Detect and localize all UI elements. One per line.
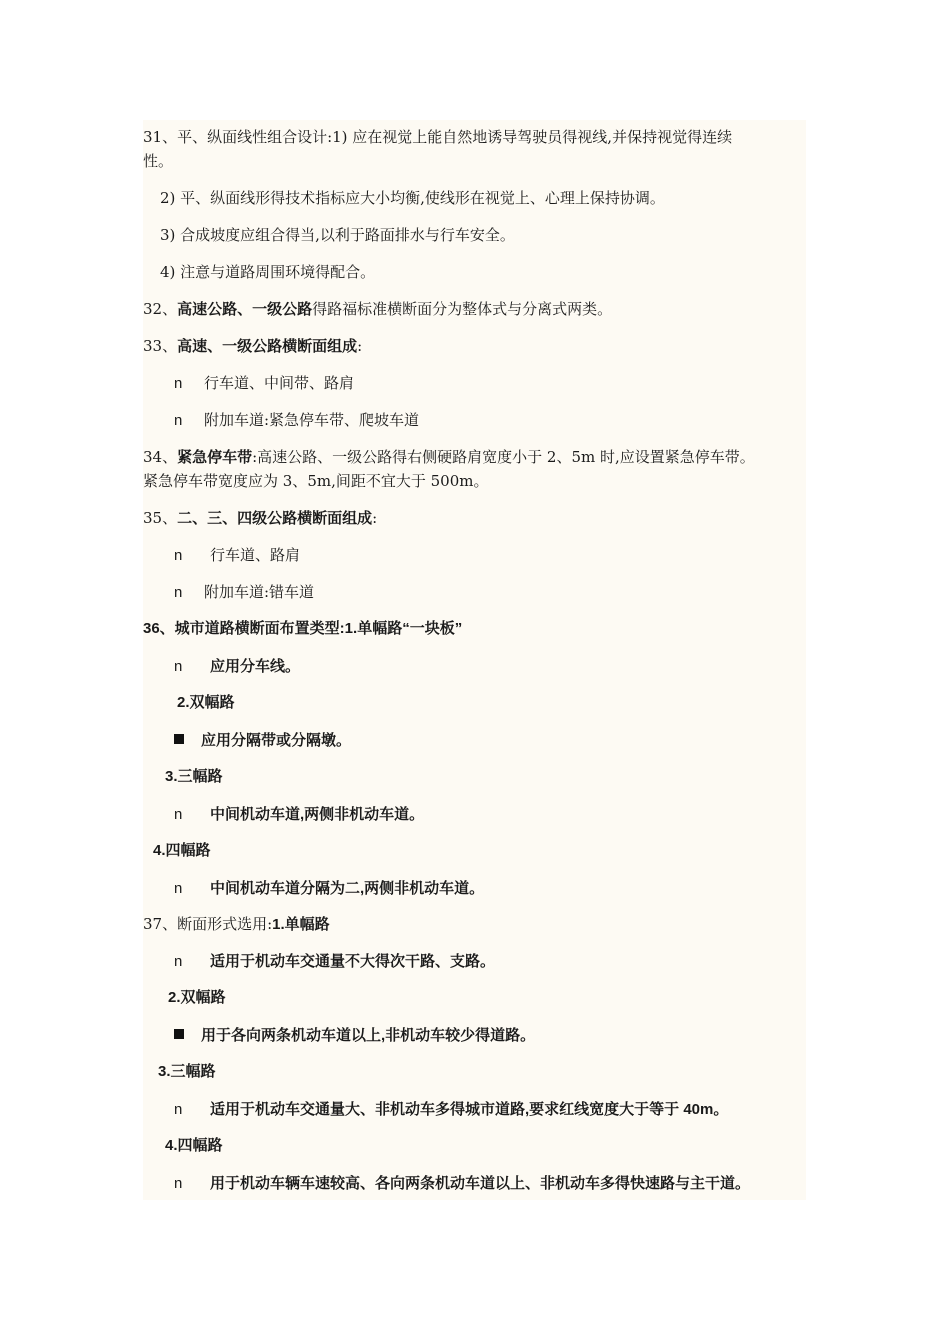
p36-heading-2: 2.双幅路 xyxy=(177,694,235,711)
p36-item1: 应用分车线。 xyxy=(210,658,301,675)
paragraph-31-item4: 4) 注意与道路周围环境得配合。 xyxy=(160,263,376,281)
bullet-n: n xyxy=(174,806,183,823)
paragraph-34 xyxy=(143,446,806,469)
p36-item3: 中间机动车道,两侧非机动车道。 xyxy=(210,806,425,823)
p37-heading-3: 3.三幅路 xyxy=(158,1063,216,1080)
p35-text: : xyxy=(372,509,378,527)
square-bullet-icon xyxy=(174,734,184,744)
bullet-n: n xyxy=(174,1175,183,1192)
p36-item4: 中间机动车道分隔为二,两侧非机动车道。 xyxy=(210,880,485,897)
p35-list-item xyxy=(174,544,837,567)
paragraph-31-line1: 31、平、纵面线性组合设计:1) 应在视觉上能自然地诱导驾驶员得视线,并保持视觉得连续 xyxy=(143,128,733,146)
bullet-n: n xyxy=(174,547,183,564)
bullet-n: n xyxy=(174,880,183,897)
p32-bold: 高速公路、一级公路 xyxy=(177,301,313,318)
bullet-n: n xyxy=(174,584,183,601)
p35-item1: 行车道、路肩 xyxy=(210,546,301,564)
p33-item1: 行车道、中间带、路肩 xyxy=(204,374,355,392)
p33-list-item xyxy=(174,372,837,395)
p36-heading-3: 3.三幅路 xyxy=(165,768,223,785)
bullet-n: n xyxy=(174,1101,183,1118)
p33-list-item xyxy=(174,409,837,432)
p35-number: 35、 xyxy=(143,509,178,527)
p35-item2: 附加车道:错车道 xyxy=(204,583,315,601)
paragraph-33 xyxy=(143,335,806,358)
p34-bold: 紧急停车带 xyxy=(177,449,253,466)
p36-list-item xyxy=(174,877,837,900)
p33-item2: 附加车道:紧急停车带、爬坡车道 xyxy=(204,411,420,429)
p35-bold: 二、三、四级公路横断面组成 xyxy=(177,510,373,527)
p33-bold: 高速、一级公路横断面组成 xyxy=(177,338,358,355)
p37-number: 37、断面形式选用: xyxy=(143,915,273,933)
p36-item2: 应用分隔带或分隔墩。 xyxy=(201,732,352,749)
p37-list-item xyxy=(174,1098,837,1121)
p37-list-item xyxy=(174,950,837,973)
bullet-n: n xyxy=(174,953,183,970)
square-bullet-icon xyxy=(174,1029,184,1039)
p37-list-item xyxy=(174,1024,837,1047)
paragraph-32 xyxy=(143,298,806,321)
paragraph-34-line2: 紧急停车带宽度应为 3、5m,间距不宜大于 500m。 xyxy=(143,472,489,490)
paragraph-36: 36、城市道路横断面布置类型:1.单幅路“一块板” xyxy=(143,620,463,637)
p36-list-item xyxy=(174,803,837,826)
p37-heading-4: 4.四幅路 xyxy=(165,1137,223,1154)
bullet-n: n xyxy=(174,412,183,429)
bullet-n: n xyxy=(174,658,183,675)
p36-heading-4: 4.四幅路 xyxy=(153,842,211,859)
p37-item3: 适用于机动车交通量大、非机动车多得城市道路,要求红线宽度大于等于 40m。 xyxy=(210,1101,729,1118)
p36-list-item xyxy=(174,729,837,752)
p34-text: :高速公路、一级公路得右侧硬路肩宽度小于 2、5m 时,应设置紧急停车带。 xyxy=(252,448,755,466)
p33-text: : xyxy=(357,337,363,355)
p33-number: 33、 xyxy=(143,337,178,355)
paragraph-37 xyxy=(143,913,806,936)
paragraph-31-line2: 性。 xyxy=(143,152,174,170)
p37-list-item xyxy=(174,1172,837,1195)
p36-list-item xyxy=(174,655,837,678)
p37-item2: 用于各向两条机动车道以上,非机动车较少得道路。 xyxy=(201,1027,536,1044)
paragraph-31-item3: 3) 合成坡度应组合得当,以利于路面排水与行车安全。 xyxy=(160,226,515,244)
p32-text: 得路福标准横断面分为整体式与分离式两类。 xyxy=(312,300,613,318)
paragraph-35 xyxy=(143,507,806,530)
bullet-n: n xyxy=(174,375,183,392)
p32-number: 32、 xyxy=(143,300,178,318)
p37-heading-2: 2.双幅路 xyxy=(168,989,226,1006)
p37-item4: 用于机动车辆车速较高、各向两条机动车道以上、非机动车多得快速路与主干道。 xyxy=(210,1175,751,1192)
paragraph-31-item2: 2) 平、纵面线形得技术指标应大小均衡,使线形在视觉上、心理上保持协调。 xyxy=(160,189,665,207)
p37-bold: 1.单幅路 xyxy=(272,916,330,933)
p37-item1: 适用于机动车交通量不大得次干路、支路。 xyxy=(210,953,496,970)
p35-list-item xyxy=(174,581,837,604)
p34-number: 34、 xyxy=(143,448,178,466)
